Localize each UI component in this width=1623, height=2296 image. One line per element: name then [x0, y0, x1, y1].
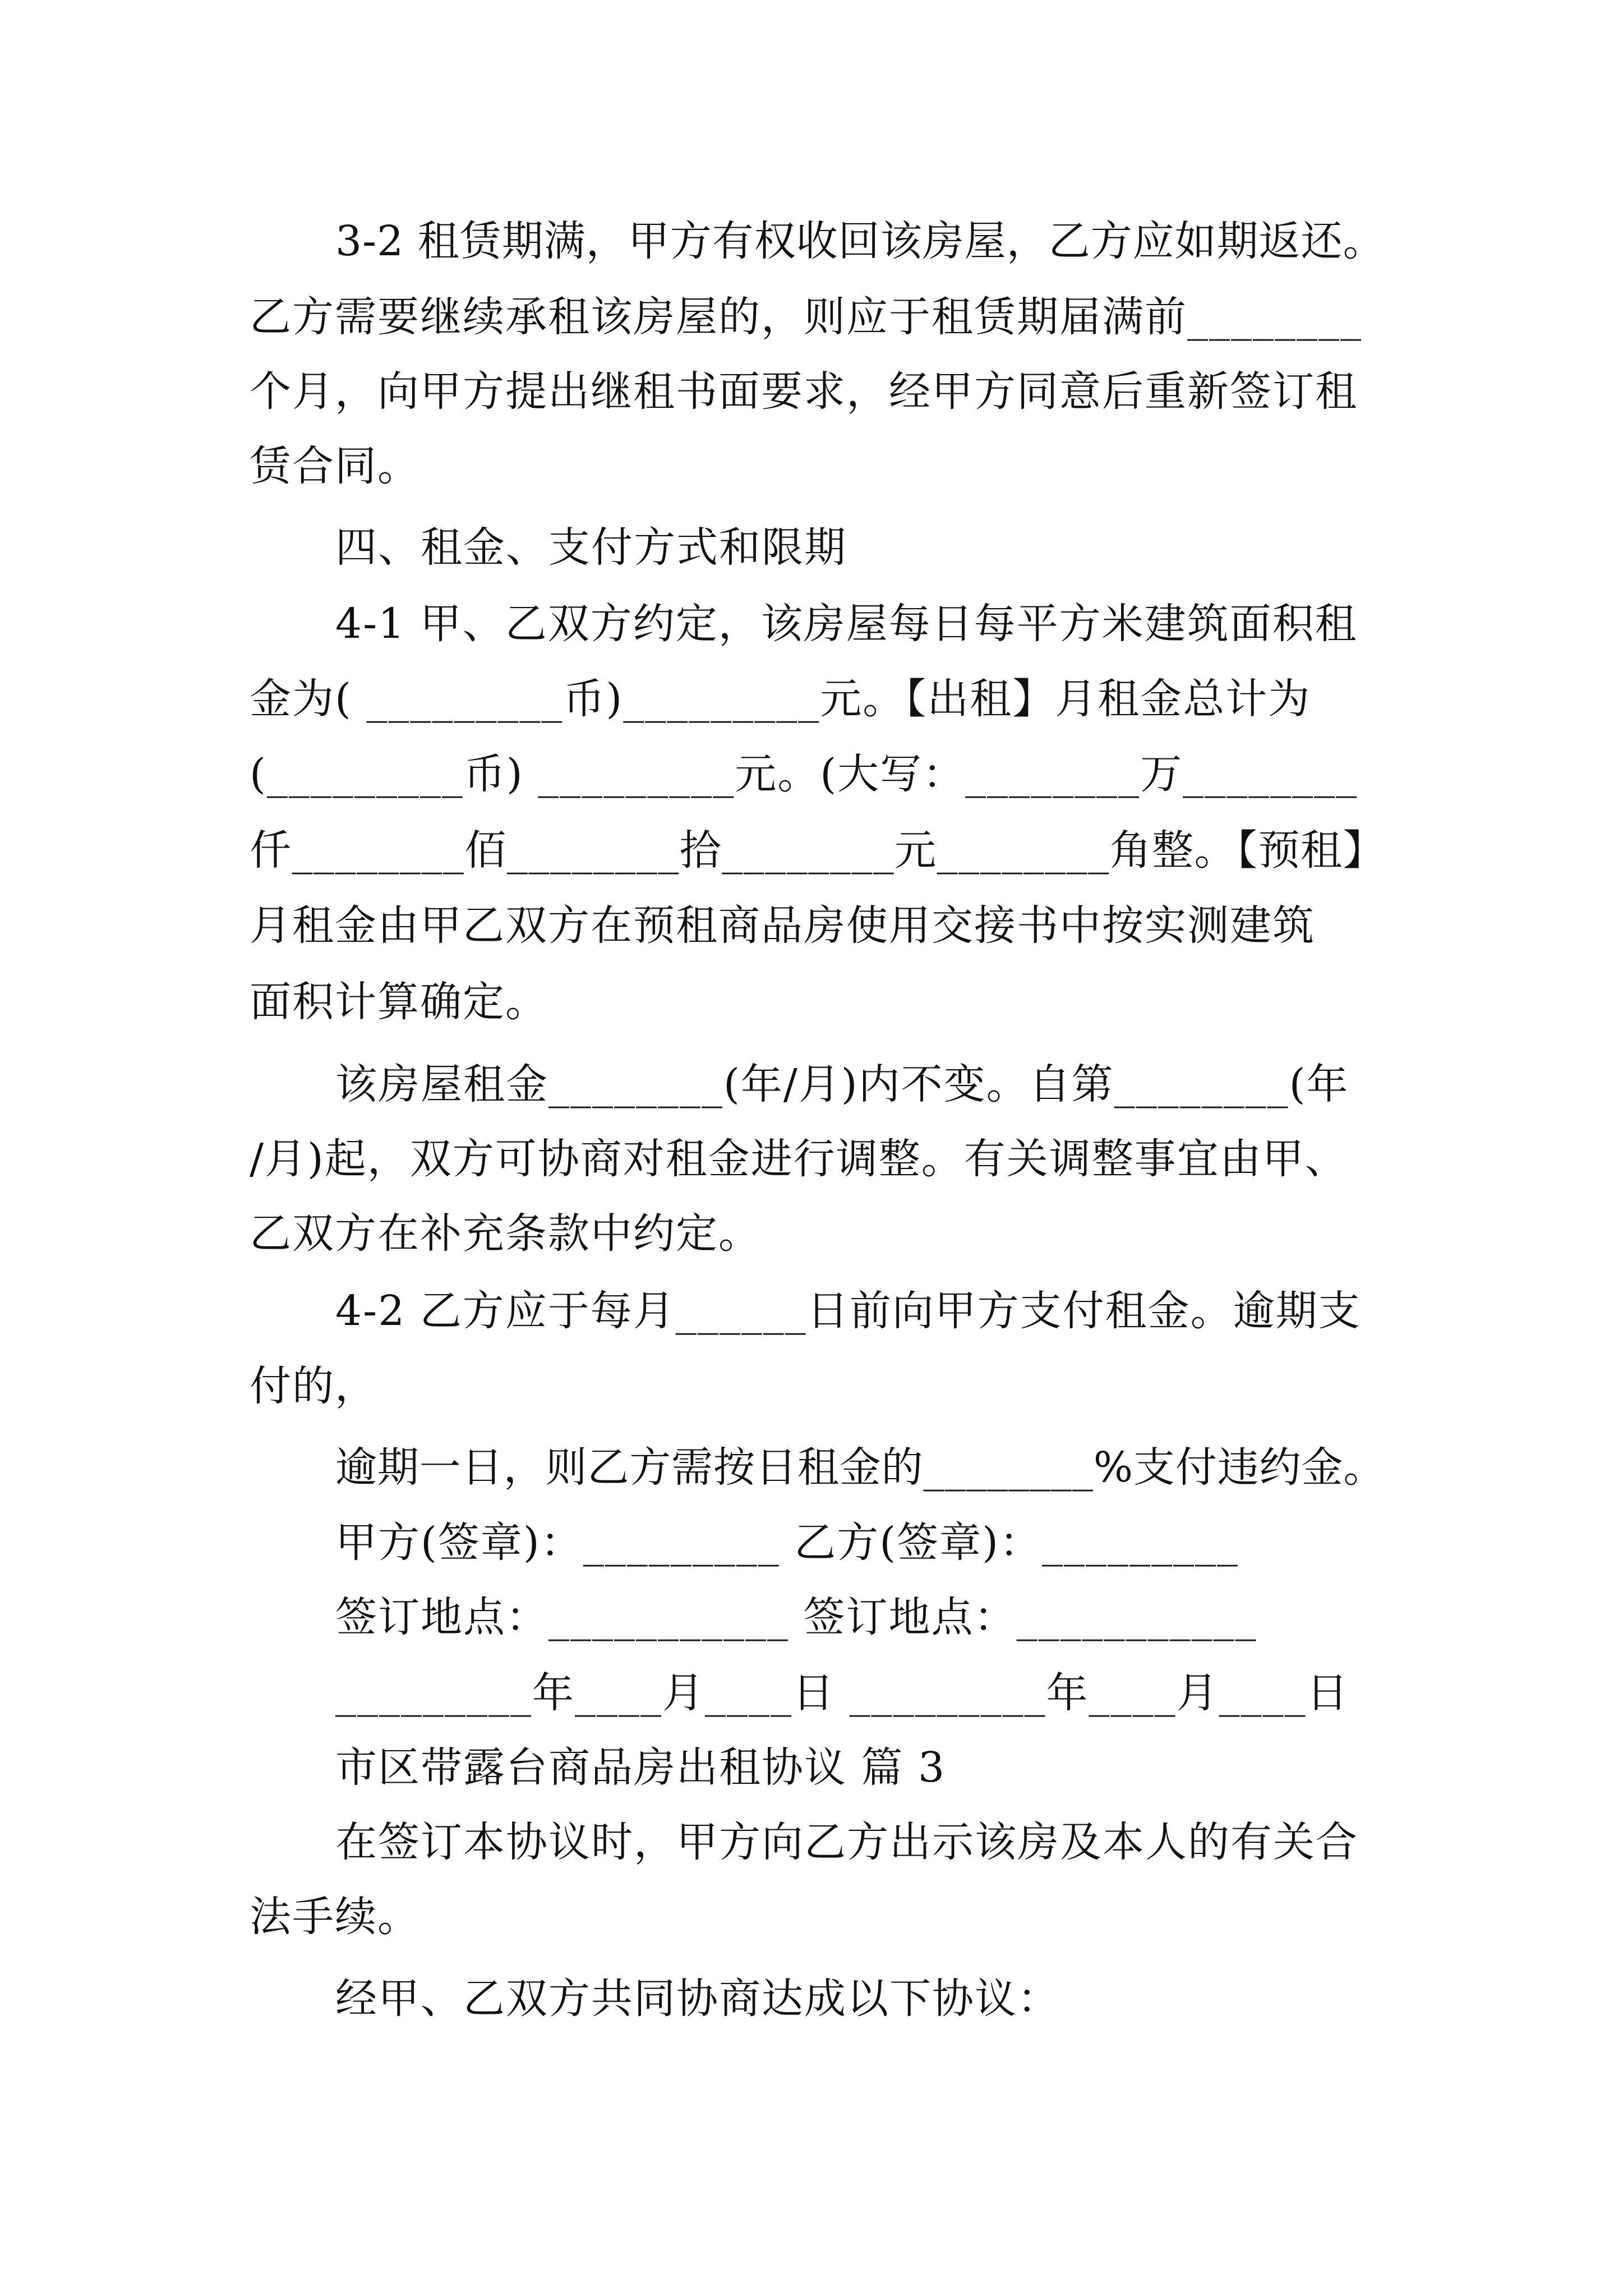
signature-line: 甲方(签章)：_________ 乙方(签章)：_________: [335, 1519, 1239, 1567]
text-line: 该房屋租金________(年/月)内不变。自第________(年: [335, 1060, 1349, 1108]
text-line: 仟________佰________拾________元________角整。【预租】: [250, 826, 1385, 875]
text-line: 法手续。: [250, 1893, 420, 1941]
text-line: 逾期一日，则乙方需按日租金的________%支付违约金。: [335, 1443, 1386, 1492]
section-heading: 四、租金、支付方式和限期: [335, 523, 847, 572]
text-line: 经甲、乙双方共同协商达成以下协议：: [335, 1975, 1060, 2023]
date-line: _________年____月____日 _________年____月____日: [335, 1669, 1349, 1717]
article-title: 市区带露台商品房出租协议 篇 3: [335, 1743, 946, 1792]
text-line: 付的，: [250, 1362, 377, 1410]
text-line: 个月，向甲方提出继租书面要求，经甲方同意后重新签订租: [250, 367, 1358, 416]
text-line: 赁合同。: [250, 442, 420, 490]
signing-place-line: 签订地点：___________ 签订地点：___________: [335, 1593, 1257, 1641]
text-line: 金为( _________币)_________元。【出租】月租金总计为: [250, 675, 1311, 723]
text-line: 4-1 甲、乙双方约定，该房屋每日每平方米建筑面积租: [335, 600, 1358, 648]
text-line: 乙双方在补充条款中约定。: [250, 1209, 761, 1258]
text-line: 在签订本协议时，甲方向乙方出示该房及本人的有关合: [335, 1818, 1358, 1866]
text-line: 4-2 乙方应于每月______日前向甲方支付租金。逾期支: [335, 1287, 1361, 1335]
text-line: 乙方需要继续承租该房屋的，则应于租赁期届满前________: [250, 293, 1362, 341]
text-line: 月租金由甲乙双方在预租商品房使用交接书中按实测建筑: [250, 901, 1315, 950]
text-line: 3-2 租赁期满，甲方有权收回该房屋，乙方应如期返还。: [335, 217, 1385, 265]
text-line: (_________币) _________元。(大写：________万________: [250, 750, 1358, 798]
text-line: /月)起，双方可协商对租金进行调整。有关调整事宜由甲、: [250, 1135, 1348, 1183]
text-line: 面积计算确定。: [250, 978, 548, 1026]
